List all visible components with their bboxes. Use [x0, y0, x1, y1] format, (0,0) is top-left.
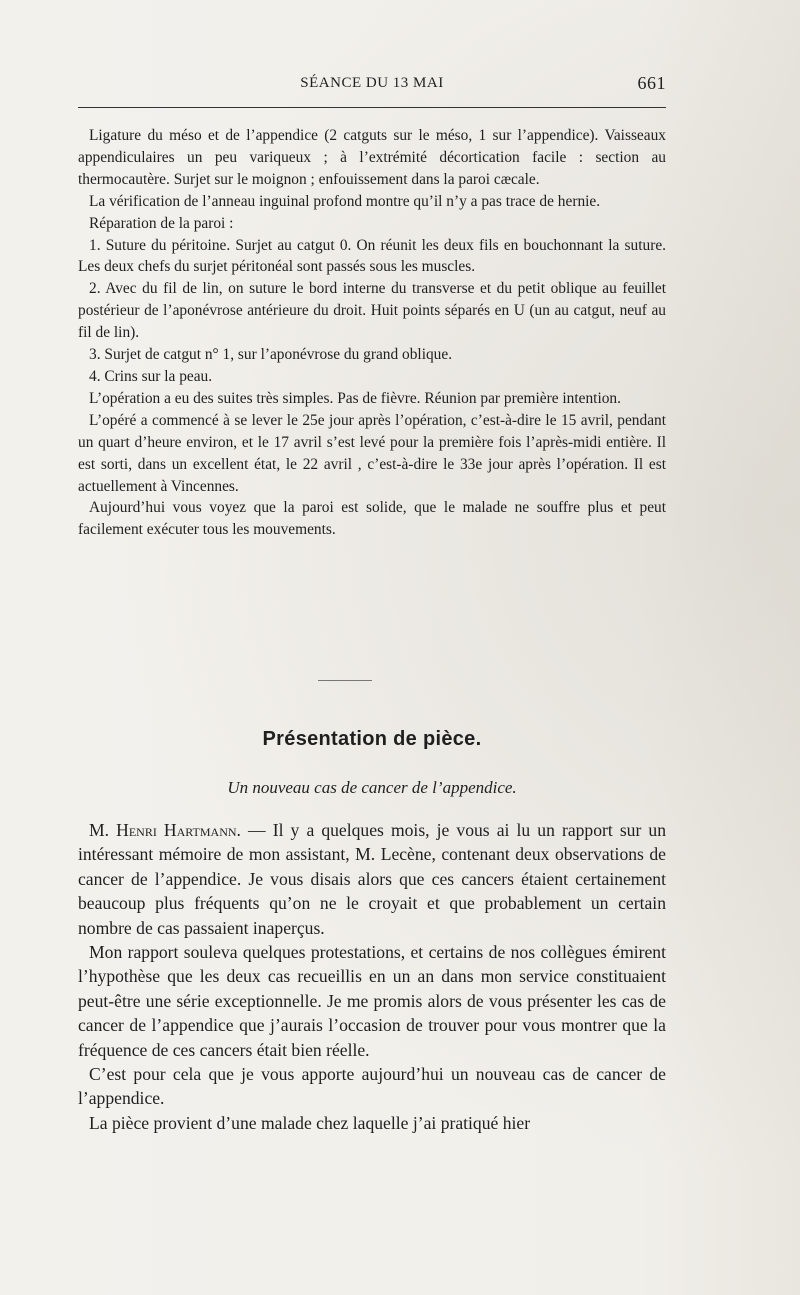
- paragraph-hartmann-text: Il y a quelques mois, je vous ai lu un rapport sur un intéressant mémoire de mon assistant, M. Lecène, contenant deux observations de cancer de l’appendice. Je vous disais alors que ces cancers étaient certainement beaucoup plus fréquents qu’on ne le croyait et que probablement un certain nombre de cas passaient inaperçus.: [78, 820, 667, 938]
- paragraph-step-4: 4. Crins sur la peau.: [89, 367, 213, 385]
- paragraph-step-3: 3. Surjet de catgut n° 1, sur l’aponévrose du grand oblique.: [89, 346, 453, 364]
- header-rule: [78, 107, 666, 108]
- paragraph-step-1: 1. Suture du péritoine. Surjet au catgut 0. On réunit les deux fils en bouchonnant la suture. Les deux chefs du surjet péritonéal sont passés sous les muscles.: [78, 236, 666, 276]
- bottom-text-block: [78, 818, 666, 1135]
- paragraph-rapport: Mon rapport souleva quelques protestations, et certains de nos collègues émirent l’hypothèse que les deux cas recueillis en un an dans mon service constituaient peut-être une série exceptionnelle. Je me promis alors de vous présenter les cas de cancer de l’appendice que j’aurais l’occasion de trouver pour vous montrer que la fréquence de ces cancers était bien réelle.: [78, 942, 666, 1060]
- page-number: 661: [637, 73, 666, 93]
- section-subtitle: Un nouveau cas de cancer de l’appendice.: [227, 778, 517, 797]
- section-title: Présentation de pièce.: [262, 728, 482, 750]
- paragraph-suites: L’opération a eu des suites très simples. Pas de fièvre. Réunion par première intention.: [89, 389, 621, 407]
- paragraph-piece: La pièce provient d’une malade chez laquelle j’ai pratiqué hier: [89, 1112, 531, 1133]
- paragraph-step-2: 2. Avec du fil de lin, on suture le bord interne du transverse et du petit oblique au feuillet postérieur de l’aponévrose antérieure du droit. Huit points séparés en U (un au catgut, neuf au fil de lin).: [78, 280, 666, 342]
- paragraph-hartmann: [78, 818, 666, 940]
- speaker-name: M. Henri Hartmann.: [89, 820, 241, 840]
- running-title: SÉANCE DU 13 MAI: [300, 75, 444, 91]
- paragraph-aujourdhui: Aujourd’hui vous voyez que la paroi est solide, que le malade ne souffre plus et peut facilement exécuter tous les mouvements.: [78, 499, 666, 539]
- paragraph-verification: La vérification de l’anneau inguinal profond montre qu’il n’y a pas trace de hernie.: [89, 192, 601, 210]
- paragraph-ligature: Ligature du méso et de l’appendice (2 catguts sur le méso, 1 sur l’appendice). Vaisseaux appendiculaires un peu variqueux ; à l’extrémité décortication facile : section au thermocautère. Surjet sur le moignon ; enfouissement dans la paroi cæcale.: [78, 127, 666, 188]
- paragraph-pour-cela: C’est pour cela que je vous apporte aujourd’hui un nouveau cas de cancer de l’appendice.: [78, 1064, 666, 1109]
- running-head: [78, 73, 666, 99]
- paragraph-lever: L’opéré a commencé à se lever le 25e jour après l’opération, c’est-à-dire le 15 avril, pendant un quart d’heure environ, et le 17 avril s’est levé pour la première fois l’après-midi entière. Il est sorti, dans un excellent état, le 22 avril , c’est-à-dire le 33e jour après l’opération. Il est actuellement à Vincennes.: [78, 411, 666, 495]
- paragraph-reparation: Réparation de la paroi :: [89, 214, 234, 232]
- separator-rule: [318, 680, 372, 681]
- top-text-block: [78, 125, 666, 541]
- speaker-dash: —: [240, 820, 273, 840]
